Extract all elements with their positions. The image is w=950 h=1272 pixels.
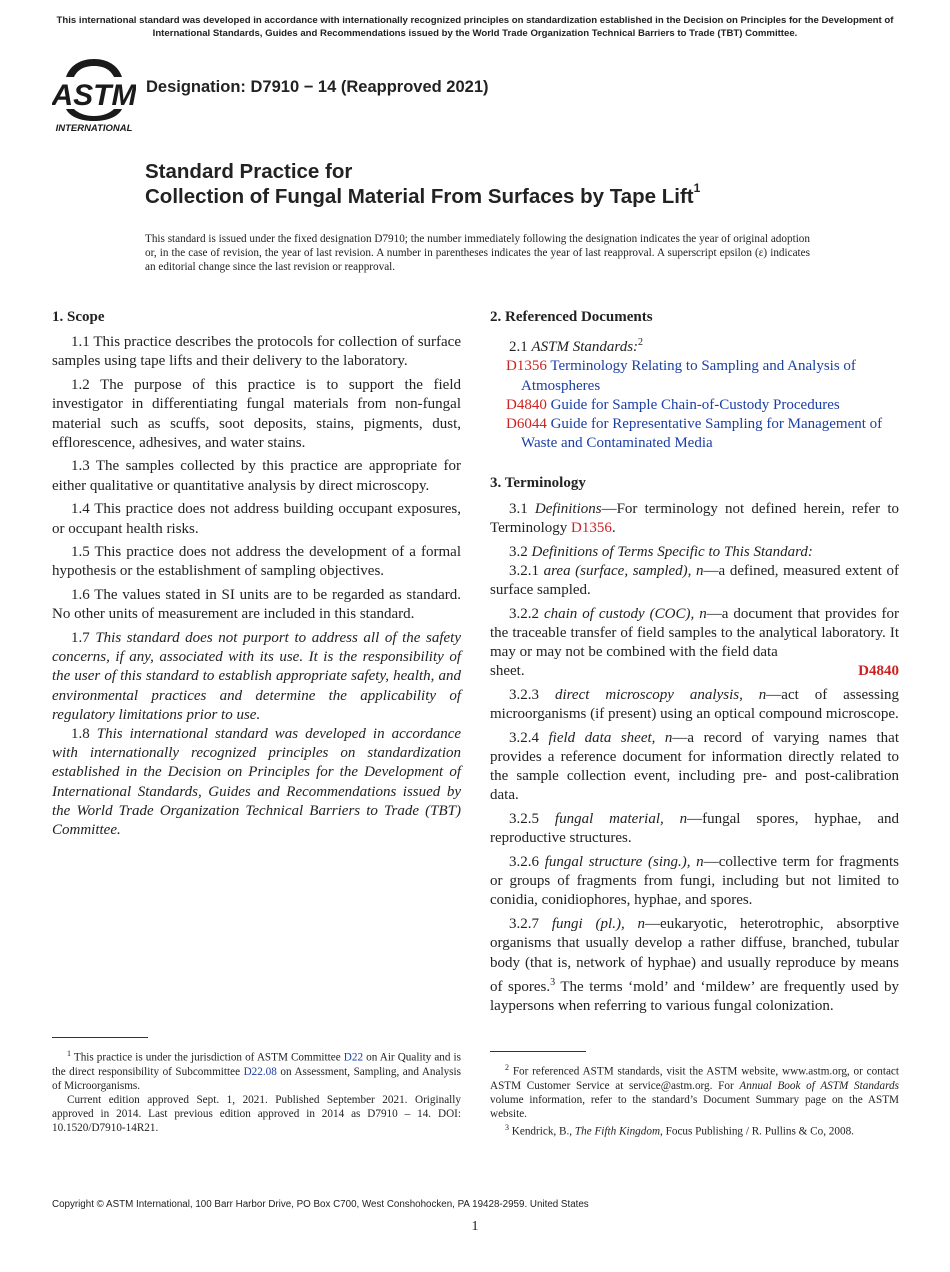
copyright: Copyright © ASTM International, 100 Barr Harbor Drive, PO Box C700, West Conshohocken, PA 19428-2959. United States: [52, 1199, 589, 1210]
para-1-2: 1.2 The purpose of this practice is to support the field investigator in differentiating fungal materials from non-fungal material such as scuffs, soot deposits, stains, pigments, dust, efflorescence, adhesives, and water stains.: [52, 377, 461, 451]
section-heading-referenced: 2. Referenced Documents: [490, 309, 653, 325]
footnote-1-edition: Current edition approved Sept. 1, 2021. Published September 2021. Originally approved in 2014. Last previous edition approved in 2014 as D7910 – 14. DOI: 10.1520/D7910-14R21.: [52, 1093, 461, 1134]
link-d4840[interactable]: D4840: [858, 663, 899, 680]
designation: Designation: D7910 − 14 (Reapproved 2021): [146, 78, 489, 96]
para-3-2-3: 3.2.3 direct microscopy analysis, n—act of assessing microorganisms (if present) using an optical compound microscope.: [490, 686, 900, 723]
issued-note: This standard is issued under the fixed designation D7910; the number immediately following the designation indicates the year of original adoption or, in the case of revision, the year of last revision. A number in parentheses indicates the year of last reapproval. A superscript epsilon (ε) indicates an editorial change since the last revision or reapproval.: [145, 233, 810, 274]
section-heading-terminology: 3. Terminology: [490, 475, 586, 492]
para-3-2-4: 3.2.4 field data sheet, n—a record of varying names that provides a reference document for information directly related to the sample collection event, including pre- and post-calibration data.: [490, 729, 899, 804]
para-3-2-6: 3.2.6 fungal structure (sing.), n—collective term for fragments or groups of fragments from fungi, including but not limited to conidia, conidiophores, hyphae, and spores.: [490, 854, 900, 909]
right-column: [490, 308, 899, 1021]
para-3-2-1: 3.2.1 area (surface, sampled), n—a defined, measured extent of surface sampled.: [490, 562, 899, 598]
link-d22[interactable]: D22: [343, 1051, 364, 1064]
title-line-2: Collection of Fungal Material From Surfaces by Tape Lift$^1$: [145, 180, 701, 208]
para-3-2: 3.2 Definitions of Terms Specific to This Standard:: [509, 543, 813, 560]
para-3-2-2-end: sheet. D4840: [490, 662, 899, 681]
para-1-8: 1.8 This international standard was developed in accordance with internationally recognized principles on standardization established in the Decision on Principles for the Development of International Standards, Guides and Recommendations issued by the World Trade Organization Technical Barriers to Trade (TBT) Committee.: [52, 726, 462, 839]
para-3-2-5: 3.2.5 fungal material, n—fungal spores, hyphae, and reproductive structures.: [490, 811, 900, 847]
wto-notice: This international standard was developed in accordance with internationally recognized principles on standardization established in the Decision on Principles for the Development of International Standards, Guides and Recommendations issued by the World Trade Organization Technical Barriers to Trade (TBT) Committee.: [56, 15, 894, 39]
para-1-7: 1.7 This standard does not purport to address all of the safety concerns, if any, associated with its use. It is the responsibility of the user of this standard to establish appropriate safety, health, and environmental practices and determine the applicability of regulatory limitations prior to use.: [52, 630, 462, 723]
title-line-1: Standard Practice for: [145, 160, 353, 183]
link-d22-08[interactable]: D22.08: [243, 1065, 277, 1078]
ref-d4840[interactable]: D4840 Guide for Sample Chain-of-Custody Procedures: [506, 396, 840, 413]
footnotes-left: [52, 1047, 461, 1135]
footnote-3: $^3$ Kendrick, B., The Fifth Kingdom, Focus Publishing / R. Pullins & Co, 2008.: [505, 1122, 854, 1138]
ref-d1356[interactable]: D1356 Terminology Relating to Sampling and Analysis of Atmospheres: [506, 358, 856, 394]
para-1-1: 1.1 This practice describes the protocols for collection of surface samples using tape lifts and their delivery to the laboratory.: [52, 334, 461, 370]
para-1-6: 1.6 The values stated in SI units are to be regarded as standard. No other units of measurement are included in this standard.: [52, 587, 461, 623]
footnote-rule-left: [52, 1037, 148, 1038]
svg-text:ASTM: ASTM: [52, 79, 136, 112]
section-heading-scope: 1. Scope: [52, 309, 105, 325]
para-1-5: 1.5 This practice does not address the development of a formal hypothesis or the establishment of sampling objectives.: [52, 544, 461, 580]
page-number: 1: [471, 1219, 479, 1234]
footnotes-right: [490, 1061, 899, 1138]
footnote-1: $^1$ This practice is under the jurisdiction of ASTM Committee D22 on Air Quality and is the direct responsibility of Subcommittee D22.08 on Assessment, Sampling, and Analysis of Microorganisms.: [52, 1049, 462, 1092]
document-title: [145, 160, 700, 209]
para-3-2-7: 3.2.7 fungi (pl.), n—eukaryotic, heterotrophic, absorptive organisms that usually develop a rather diffuse, branched, tubular body (that is, network of hyphae) and usually reproduce by means of spores.$^3$ The terms ‘mold’ and ‘mildew’ are frequently used by laypersons when referring to various fungal colonization.: [490, 916, 899, 1014]
para-2-1: 2.1 ASTM Standards:$^2$: [509, 337, 644, 356]
para-3-1: 3.1 Definitions—For terminology not defined herein, refer to Terminology D1356.: [490, 500, 899, 536]
footnote-2: $^2$ For referenced ASTM standards, visit the ASTM website, www.astm.org, or contact ASTM Customer Service at service@astm.org. For Annual Book of ASTM Standards volume information, refer to the standard’s Document Summary page on the ASTM website.: [490, 1063, 899, 1120]
para-1-4: 1.4 This practice does not address building occupant exposures, or occupant health risks.: [52, 501, 461, 537]
ref-d6044[interactable]: D6044 Guide for Representative Sampling for Management of Waste and Contaminated Media: [506, 416, 883, 452]
title-footnote-mark: 1: [693, 180, 701, 195]
astm-logo: [52, 55, 136, 133]
left-column: [52, 308, 461, 845]
link-d1356[interactable]: D1356: [571, 519, 612, 536]
para-1-3: 1.3 The samples collected by this practice are appropriate for either qualitative or quantitative analysis by direct microscopy.: [52, 458, 461, 494]
footnote-rule-right: [490, 1051, 586, 1052]
para-3-2-2: 3.2.2 chain of custody (COC), n—a document that provides for the traceable transfer of field samples to the analytical laboratory. It may or may not be combined with the field data: [490, 605, 900, 661]
logo-text: INTERNATIONAL: [55, 123, 133, 133]
